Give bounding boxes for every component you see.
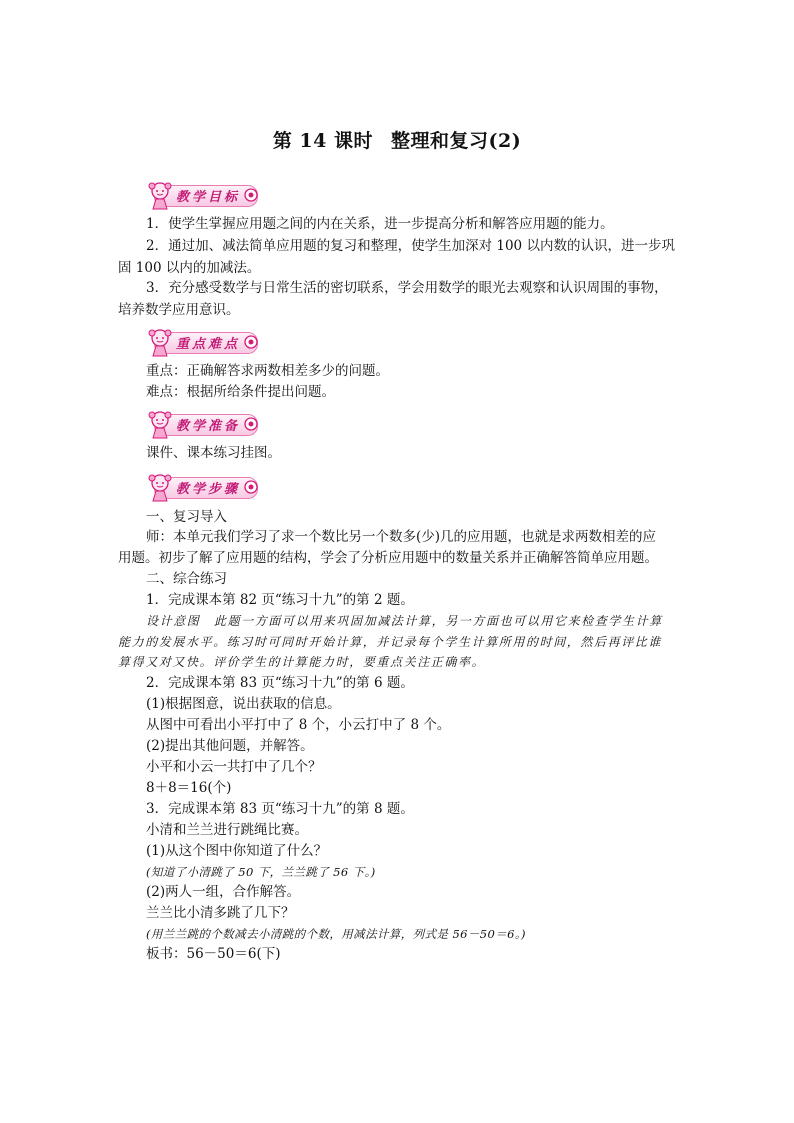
step-line: (1)从这个图中你知道了什么？ (146, 843, 328, 859)
design-intent-line: 算得又对又快。评价学生的计算能力时，要重点关注正确率。 (118, 655, 486, 669)
section-header-goals (146, 180, 260, 210)
lesson-topic: 整理和复习(2) (390, 130, 522, 152)
section-header-preparation (146, 409, 260, 439)
step-line: 小平和小云一共打中了几个？ (146, 759, 322, 775)
step-line: 从图中可看出小平打中了 8 个，小云打中了 8 个。 (146, 717, 451, 733)
step-line: 8＋8＝16(个) (146, 780, 232, 796)
step-line: 二、综合练习 (146, 571, 227, 587)
section-label: 教学目标 (176, 190, 241, 205)
design-intent-line: 设计意图 此题一方面可以用来巩固加减法计算，另一方面也可以用它来检查学生计算 (146, 614, 663, 628)
answer-note-line: (知道了小清跳了 50 下，兰兰跳了 56 下。) (146, 865, 376, 879)
goal-line: 1．使学生掌握应用题之间的内在关系，进一步提高分析和解答应用题的能力。 (146, 216, 614, 232)
girl-mascot-icon (146, 409, 174, 439)
section-label: 教学准备 (176, 419, 241, 434)
target-icon (244, 335, 258, 349)
step-line: 用题。初步了解了应用题的结构，学会了分析应用题中的数量关系并正确解答简单应用题。 (118, 550, 658, 566)
step-line: (2)两人一组，合作解答。 (146, 884, 301, 900)
lesson-title (0, 126, 794, 153)
goal-line: 3．充分感受数学与日常生活的密切联系，学会用数学的眼光去观察和认识周围的事物， (146, 280, 668, 296)
step-line: 小清和兰兰进行跳绳比赛。 (146, 822, 308, 838)
lesson-number: 第 14 课时 (272, 130, 373, 152)
section-label: 重点难点 (176, 337, 241, 352)
goal-line: 固 100 以内的加减法。 (118, 260, 261, 276)
step-line: 一、复习导入 (146, 509, 227, 525)
step-line: 2．完成课本第 83 页“练习十九”的第 6 题。 (146, 675, 414, 691)
design-intent-line: 能力的发展水平。练习时可同时开始计算，并记录每个学生计算所用的时间，然后再评比谁 (118, 635, 663, 649)
step-line: (1)根据图意，说出获取的信息。 (146, 696, 341, 712)
girl-mascot-icon (146, 472, 174, 502)
key-point-line: 难点：根据所给条件提出问题。 (146, 384, 335, 400)
girl-mascot-icon (146, 327, 174, 357)
step-line: 3．完成课本第 83 页“练习十九”的第 8 题。 (146, 801, 414, 817)
target-icon (244, 188, 258, 202)
goal-line: 培养数学应用意识。 (118, 302, 240, 318)
section-header-key-points (146, 327, 260, 357)
preparation-line: 课件、课本练习挂图。 (146, 445, 281, 461)
section-label: 教学步骤 (176, 482, 241, 497)
target-icon (244, 480, 258, 494)
girl-mascot-icon (146, 180, 174, 210)
key-point-line: 重点：正确解答求两数相差多少的问题。 (146, 363, 389, 379)
answer-note-line: (用兰兰跳的个数减去小清跳的个数，用减法计算，列式是 56－50＝6。) (146, 927, 526, 941)
goal-line: 2．通过加、减法简单应用题的复习和整理，使学生加深对 100 以内数的认识，进一步巩 (146, 238, 675, 254)
step-line: 兰兰比小清多跳了几下？ (146, 905, 295, 921)
step-line: 板书：56－50＝6(下) (146, 946, 281, 962)
step-line: 1．完成课本第 82 页“练习十九”的第 2 题。 (146, 592, 414, 608)
target-icon (244, 417, 258, 431)
section-header-steps (146, 472, 260, 502)
step-line: (2)提出其他问题，并解答。 (146, 738, 314, 754)
step-line: 师：本单元我们学习了求一个数比另一个数多(少)几的应用题，也就是求两数相差的应 (146, 529, 657, 545)
